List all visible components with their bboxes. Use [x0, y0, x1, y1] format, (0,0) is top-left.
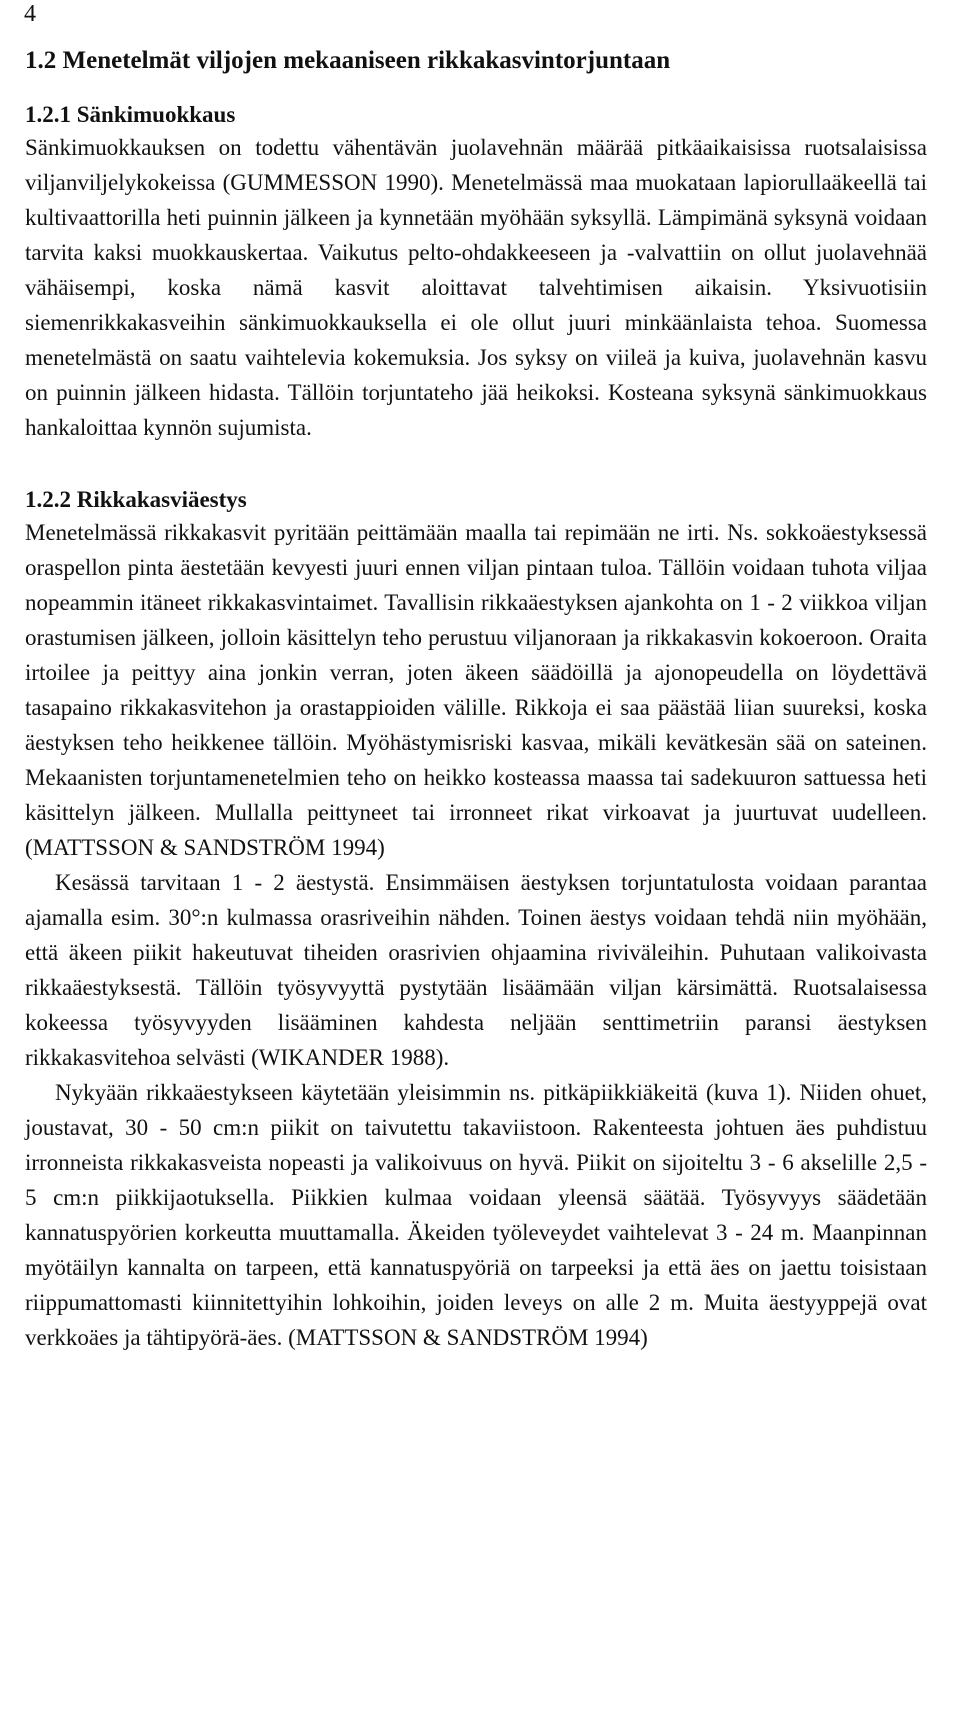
page-content	[25, 40, 927, 1355]
paragraph-sankimuokkaus: Sänkimuokkauksen on todettu vähentävän juolavehnän määrää pitkäaikaisissa ruotsalaisissa viljanviljelykokeissa (GUMMESSON 1990). Menetelmässä maa muokataan lapiorullaäkeellä tai kultivaattorilla heti puinnin jälkeen ja kynnetään myöhään syksyllä. Lämpimänä syksynä voidaan tarvita kaksi muokkauskertaa. Vaikutus pelto-ohdakkeeseen ja -valvattiin on ollut juolavehnää vähäisempi, koska nämä kasvit aloittavat talvehtimisen aikaisin. Yksivuotisiin siemenrikkakasveihin sänkimuokkauksella ei ole ollut juuri minkäänlaista tehoa. Suomessa menetelmästä on saatu vaihtelevia kokemuksia. Jos syksy on viileä ja kuiva, juolavehnän kasvu on puinnin jälkeen hidasta. Tällöin torjuntateho jää heikoksi. Kosteana syksynä sänkimuokkaus hankaloittaa kynnön sujumista.	[25, 135, 927, 440]
subsection-heading-sankimuokkaus: 1.2.1 Sänkimuokkaus	[25, 102, 236, 127]
paragraph-aestys-3: Nykyään rikkaäestykseen käytetään yleisimmin ns. pitkäpiikkiäkeitä (kuva 1). Niiden ohuet, joustavat, 30 - 50 cm:n piikit on taivutettu takaviistoon. Rakenteesta johtuen äes puhdistuu irronneista rikkakasveista nopeasti ja valikoivuus on hyvä. Piikit on sijoiteltu 3 - 6 akselille 2,5 - 5 cm:n piikkijaotuksella. Piikkien kulmaa voidaan yleensä säätää. Työsyvyys säädetään kannatuspyörien korkeutta muuttamalla. Äkeiden työleveydet vaihtelevat 3 - 24 m. Maanpinnan myötäilyn kannalta on tarpeen, että kannatuspyöriä on tarpeeksi ja että äes on jaettu toisistaan riippumattomasti kiinnitettyihin lohkoihin, joiden leveys on alle 2 m. Muita äestyyppejä ovat verkkoäes ja tähtipyörä-äes. (MATTSSON & SANDSTRÖM 1994)	[25, 1080, 927, 1350]
subsection-heading-rikkakasviaestys: 1.2.2 Rikkakasviäestys	[25, 487, 247, 512]
page-number: 4	[24, 1, 36, 27]
section-heading: 1.2 Menetelmät viljojen mekaaniseen rikkakasvintorjuntaan	[25, 47, 671, 74]
paragraph-aestys-2: Kesässä tarvitaan 1 - 2 äestystä. Ensimmäisen äestyksen torjuntatulosta voidaan parantaa ajamalla esim. 30°:n kulmassa orasriveihin nähden. Toinen äestys voidaan tehdä niin myöhään, että äkeen piikit hakeutuvat tiheiden orasrivien ohjaamina riviväleihin. Puhutaan valikoivasta rikkaäestyksestä. Tällöin työsyvyyttä pystytään lisäämään viljan kärsimättä. Ruotsalaisessa kokeessa työsyvyyden lisääminen kahdesta neljään senttimetriin paransi äestyksen rikkakasvitehoa selvästi (WIKANDER 1988).	[25, 870, 927, 1070]
paragraph-aestys-1: Menetelmässä rikkakasvit pyritään peittämään maalla tai repimään ne irti. Ns. sokkoäestyksessä oraspellon pinta äestetään kevyesti juuri ennen viljan pintaan tuloa. Tällöin voidaan tuhota viljaa nopeammin itäneet rikkakasvintaimet. Tavallisin rikkaäestyksen ajankohta on 1 - 2 viikkoa viljan orastumisen jälkeen, jolloin käsittelyn teho perustuu viljanoraan ja rikkakasvin kokoeroon. Oraita irtoilee ja peittyy aina jonkin verran, joten äkeen säädöillä ja ajonopeudella on löydettävä tasapaino rikkakasvitehon ja orastappioiden välille. Rikkoja ei saa päästää liian suureksi, koska äestyksen teho heikkenee tällöin. Myöhästymisriski kasvaa, mikäli kevätkesän sää on sateinen. Mekaanisten torjuntamenetelmien teho on heikko kosteassa maassa tai sadekuuron sattuessa heti käsittelyn jälkeen. Mullalla peittyneet tai irronneet rikat virkoavat ja juurtuvat uudelleen. (MATTSSON & SANDSTRÖM 1994)	[25, 520, 927, 860]
